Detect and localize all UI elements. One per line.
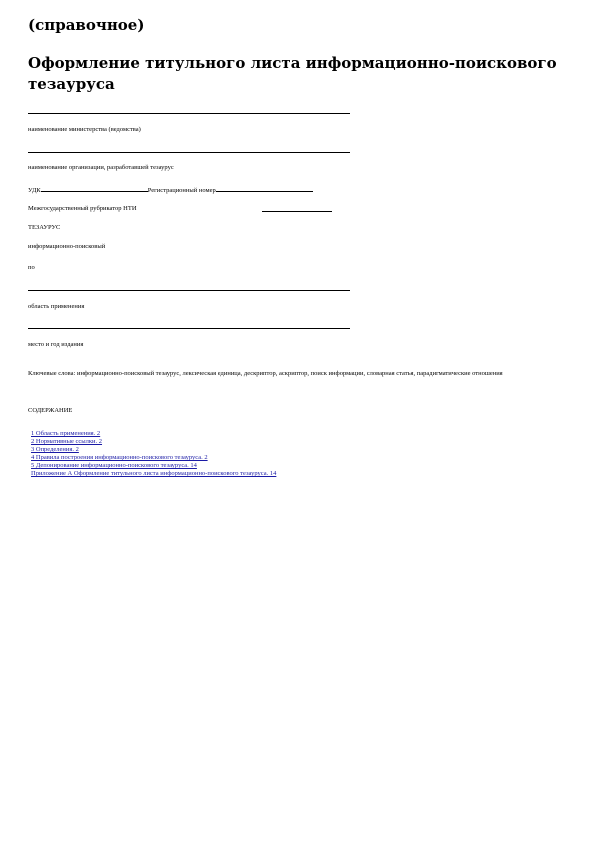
scope-label: область применения <box>28 303 85 310</box>
udk-blank <box>41 184 148 192</box>
toc-item <box>31 446 276 454</box>
registration-blank <box>216 184 313 192</box>
page-title: Оформление титульного листа информационно-поискового тезауруса <box>28 54 557 93</box>
toc-link-rules[interactable]: 4 Правила построения информационно-поискового тезауруса. 2 <box>31 454 208 461</box>
place-label: место и год издания <box>28 341 84 348</box>
toc-item <box>31 430 276 438</box>
toc-link-appendix-a[interactable]: Приложение А Оформление титульного листа информационно-поискового тезауруса. 14 <box>31 470 277 477</box>
organization-line <box>28 152 350 153</box>
table-of-contents <box>31 430 276 478</box>
keywords: Ключевые слова: информационно-поисковый тезаурус, лексическая единица, дескриптор, аскриптор, поиск информации, словарная статья, парадигматические отношения <box>28 370 503 377</box>
ministry-label: наименование министерства (ведомства) <box>28 126 141 133</box>
info-search-label: информационно-поисковый <box>28 243 106 250</box>
udk-row <box>28 184 313 195</box>
toc-link-definitions[interactable]: 3 Определения. 2 <box>31 446 79 453</box>
rubricator-line <box>262 211 332 212</box>
thesaurus-label: ТЕЗАУРУС <box>28 224 61 231</box>
organization-label: наименование организации, разработавшей тезаурус <box>28 164 174 171</box>
toc-link-scope[interactable]: 1 Область применения. 2 <box>31 430 101 437</box>
ministry-line <box>28 113 350 114</box>
toc-heading: СОДЕРЖАНИЕ <box>28 407 73 414</box>
toc-link-references[interactable]: 2 Нормативные ссылки. 2 <box>31 438 103 445</box>
place-line <box>28 328 350 329</box>
toc-item <box>31 454 276 462</box>
toc-item <box>31 438 276 446</box>
rubricator-label: Межгосударственный рубрикатор НТИ <box>28 205 137 212</box>
toc-item <box>31 470 276 478</box>
reference-note: (справочное) <box>28 16 145 34</box>
udk-label: УДК <box>28 187 41 194</box>
toc-item <box>31 462 276 470</box>
po-label: по <box>28 264 35 271</box>
subject-line <box>28 290 350 291</box>
toc-link-deposit[interactable]: 5 Депонирование информационно-поискового тезауруса. 14 <box>31 462 197 469</box>
registration-label: Регистрационный номер <box>147 187 216 194</box>
